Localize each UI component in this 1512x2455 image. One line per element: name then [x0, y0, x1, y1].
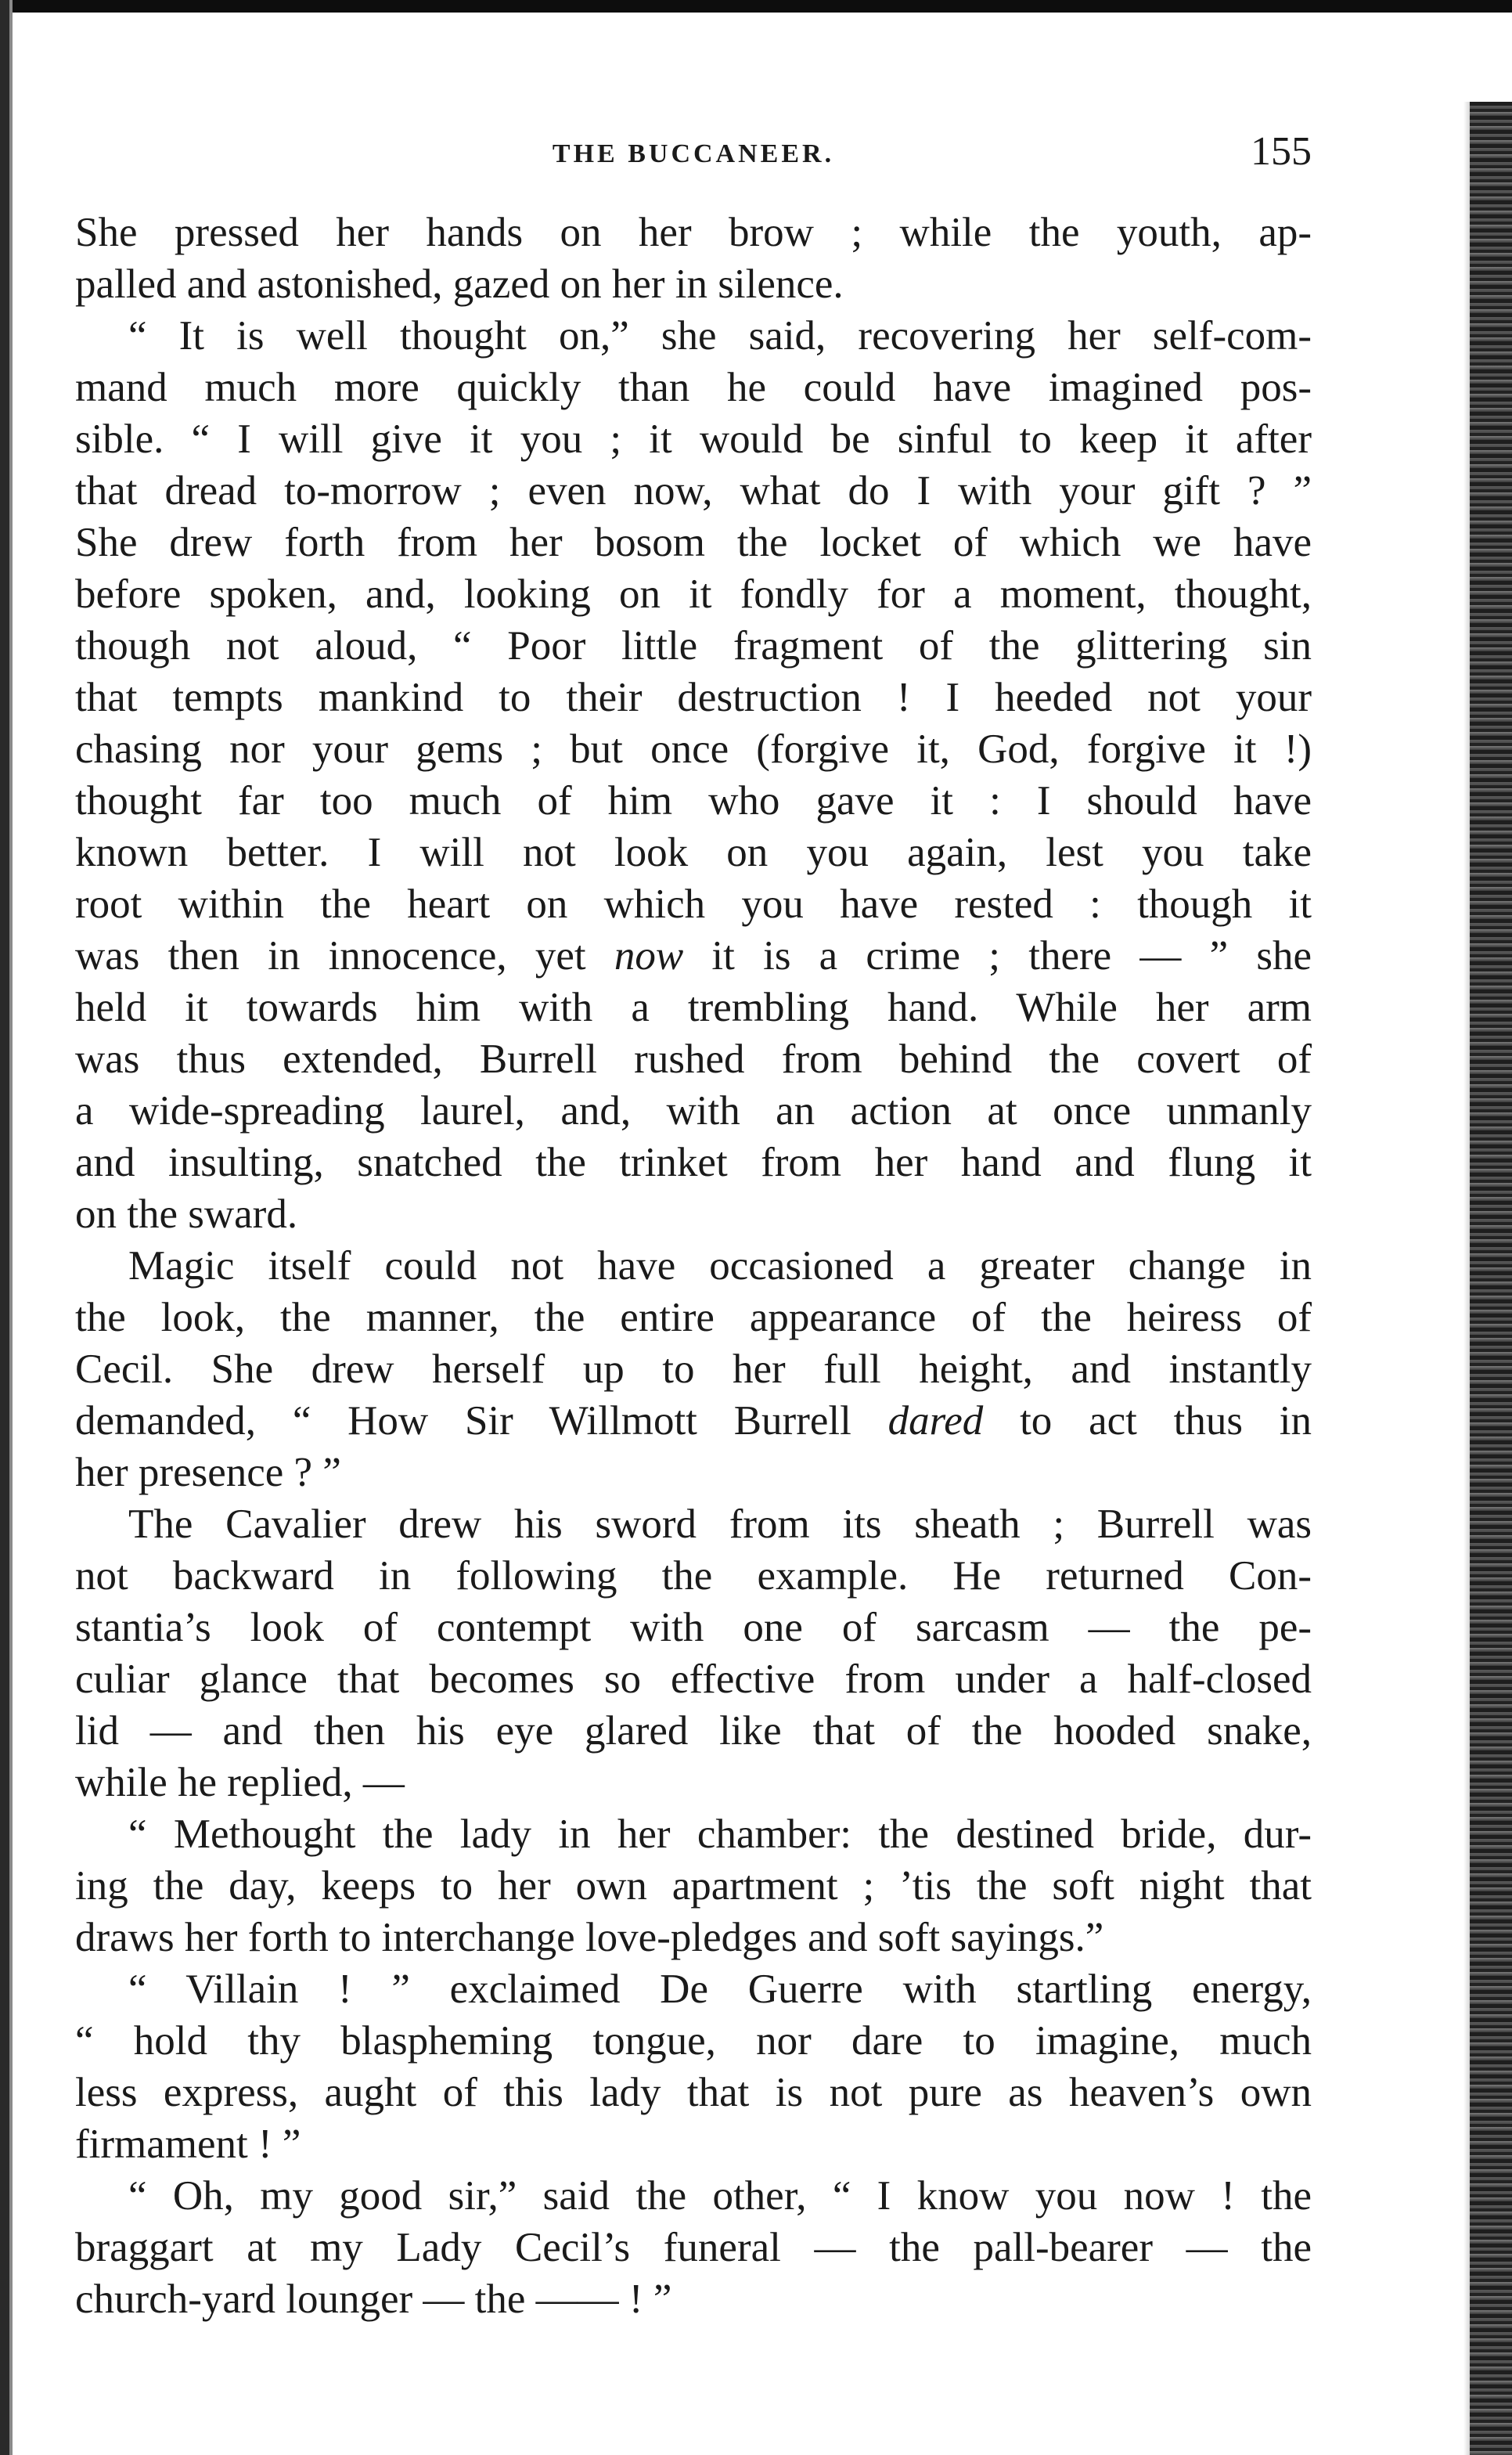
text-line: that tempts mankind to their destruction ! I heeded not your	[75, 675, 1312, 720]
text-line: “ hold thy blaspheming tongue, nor dare to imagine, much	[75, 2018, 1312, 2064]
text-line: ing the day, keeps to her own apartment ; ’tis the soft night that	[75, 1863, 1312, 1909]
text-line: though not aloud, “ Poor little fragment of the glittering sin	[75, 623, 1312, 669]
text-line: and insulting, snatched the trinket from her hand and flung it	[75, 1140, 1312, 1185]
text-line: sible. “ I will give it you ; it would be sinful to keep it after	[75, 416, 1312, 462]
text-line: lid — and then his eye glared like that of the hooded snake,	[75, 1708, 1312, 1754]
text-line	[75, 1395, 1312, 1447]
text-line: known better. I will not look on you again, lest you take	[75, 830, 1312, 875]
text-line: She pressed her hands on her brow ; while the youth, ap-	[75, 210, 1312, 255]
text-line: “ Villain ! ” exclaimed De Guerre with startling energy,	[128, 1967, 1312, 2012]
italic-word: now	[614, 933, 684, 979]
text-line: mand much more quickly than he could have imagined pos-	[75, 365, 1312, 410]
text-line: was thus extended, Burrell rushed from behind the covert of	[75, 1036, 1312, 1082]
text-line: palled and astonished, gazed on her in silence.	[75, 261, 844, 307]
text-segment: to act thus in	[983, 1398, 1312, 1444]
text-line: root within the heart on which you have rested : though it	[75, 881, 1312, 927]
left-page-edge-inner	[9, 0, 13, 2455]
text-line: a wide-spreading laurel, and, with an action at once unmanly	[75, 1088, 1312, 1134]
page-number: 155	[1251, 129, 1312, 174]
text-line: on the sward.	[75, 1191, 298, 1237]
text-line: firmament ! ”	[75, 2122, 301, 2167]
body-text	[75, 207, 1312, 2325]
running-head: THE BUCCANEER.	[552, 139, 835, 168]
text-line: chasing nor your gems ; but once (forgive it, God, forgive it !)	[75, 726, 1312, 772]
text-segment: demanded, “ How Sir Willmott Burrell	[75, 1398, 888, 1444]
italic-word: dared	[887, 1398, 984, 1444]
text-segment: it is a crime ; there — ” she	[683, 933, 1312, 979]
right-page-edge	[1470, 102, 1512, 2455]
text-line: “ Methought the lady in her chamber: the destined bride, dur-	[128, 1812, 1312, 1857]
text-line: Cecil. She drew herself up to her full height, and instantly	[75, 1346, 1312, 1392]
text-line: that dread to-morrow ; even now, what do I with your gift ? ”	[75, 468, 1312, 514]
text-line: Magic itself could not have occasioned a greater change in	[128, 1243, 1312, 1289]
text-line: her presence ? ”	[75, 1450, 341, 1495]
text-line: “ It is well thought on,” she said, recovering her self-com-	[128, 313, 1312, 359]
text-line: braggart at my Lady Cecil’s funeral — the pall-bearer — the	[75, 2225, 1312, 2270]
text-line: before spoken, and, looking on it fondly for a moment, thought,	[75, 571, 1312, 617]
text-line: She drew forth from her bosom the locket of which we have	[75, 520, 1312, 565]
page-header	[75, 128, 1312, 183]
text-line: “ Oh, my good sir,” said the other, “ I know you now ! the	[128, 2173, 1312, 2219]
text-line: while he replied, —	[75, 1760, 405, 1805]
text-line: less express, aught of this lady that is not pure as heaven’s own	[75, 2070, 1312, 2115]
text-line: not backward in following the example. He returned Con-	[75, 1553, 1312, 1599]
text-line: stantia’s look of contempt with one of sarcasm — the pe-	[75, 1605, 1312, 1650]
text-line: the look, the manner, the entire appearance of the heiress of	[75, 1295, 1312, 1340]
right-page-gutter	[1463, 102, 1470, 2455]
text-line: culiar glance that becomes so effective from under a half-closed	[75, 1656, 1312, 1702]
top-border	[0, 0, 1512, 13]
text-line: The Cavalier drew his sword from its sheath ; Burrell was	[128, 1501, 1312, 1547]
text-line: held it towards him with a trembling hand. While her arm	[75, 985, 1312, 1030]
text-line: church-yard lounger — the —— ! ”	[75, 2277, 672, 2322]
left-page-edge	[0, 0, 9, 2455]
text-line	[75, 930, 1312, 982]
text-line: thought far too much of him who gave it : I should have	[75, 778, 1312, 824]
text-segment: was then in innocence, yet	[75, 933, 614, 979]
text-line: draws her forth to interchange love-pledges and soft sayings.”	[75, 1915, 1104, 1960]
